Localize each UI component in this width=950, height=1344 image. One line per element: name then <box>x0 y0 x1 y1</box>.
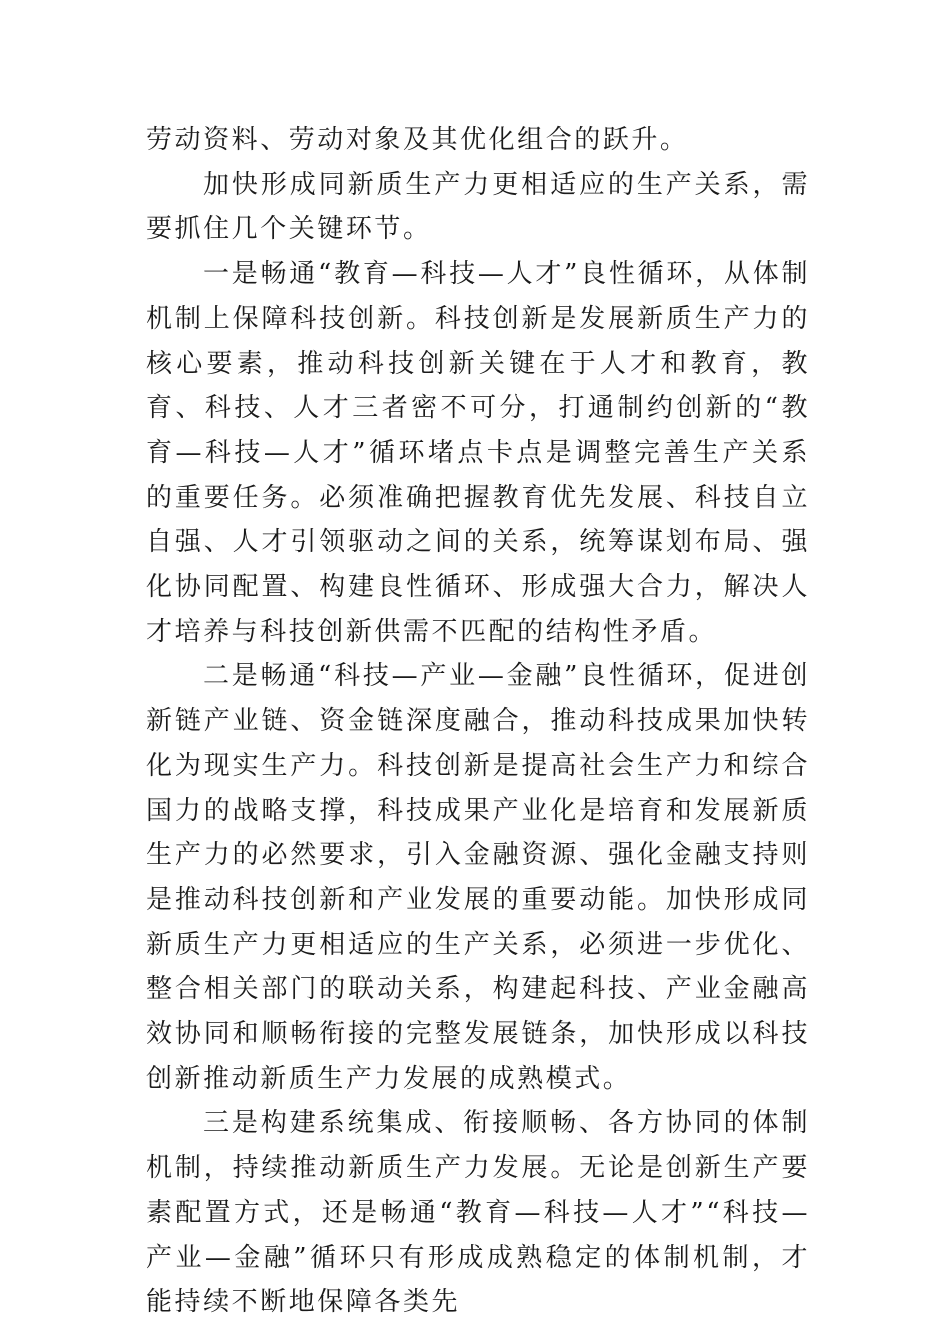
paragraph-point-one: 一是畅通“教育—科技—人才”良性循环，从体制机制上保障科技创新。科技创新是发展新质生产力的核心要素，推动科技创新关键在于人才和教育，教育、科技、人才三者密不可分，打通制约创新的“教育—科技—人才”循环堵点卡点是调整完善生产关系的重要任务。必须准确把握教育优先发展、科技自立自强、人才引领驱动之间的关系，统筹谋划布局、强化协同配置、构建良性循环、形成强大合力，解决人才培养与科技创新供需不匹配的结构性矛盾。 <box>146 259 810 647</box>
paragraph-continuation: 劳动资料、劳动对象及其优化组合的跃升。 <box>146 125 689 155</box>
document-body <box>146 118 810 1325</box>
paragraph-point-two: 二是畅通“科技—产业—金融”良性循环，促进创新链产业链、资金链深度融合，推动科技成果加快转化为现实生产力。科技创新是提高社会生产力和综合国力的战略支撑，科技成果产业化是培育和发展新质生产力的必然要求，引入金融资源、强化金融支持则是推动科技创新和产业发展的重要动能。加快形成同新质生产力更相适应的生产关系，必须进一步优化、整合相关部门的联动关系，构建起科技、产业金融高效协同和顺畅衔接的完整发展链条，加快形成以科技创新推动新质生产力发展的成熟模式。 <box>146 661 810 1094</box>
paragraph-point-three: 三是构建系统集成、衔接顺畅、各方协同的体制机制，持续推动新质生产力发展。无论是创新生产要素配置方式，还是畅通“教育—科技—人才”“科技—产业—金融”循环只有形成成熟稳定的体制机制，才能持续不断地保障各类先 <box>146 1108 810 1318</box>
paragraph-key-links: 加快形成同新质生产力更相适应的生产关系，需要抓住几个关键环节。 <box>146 169 810 245</box>
